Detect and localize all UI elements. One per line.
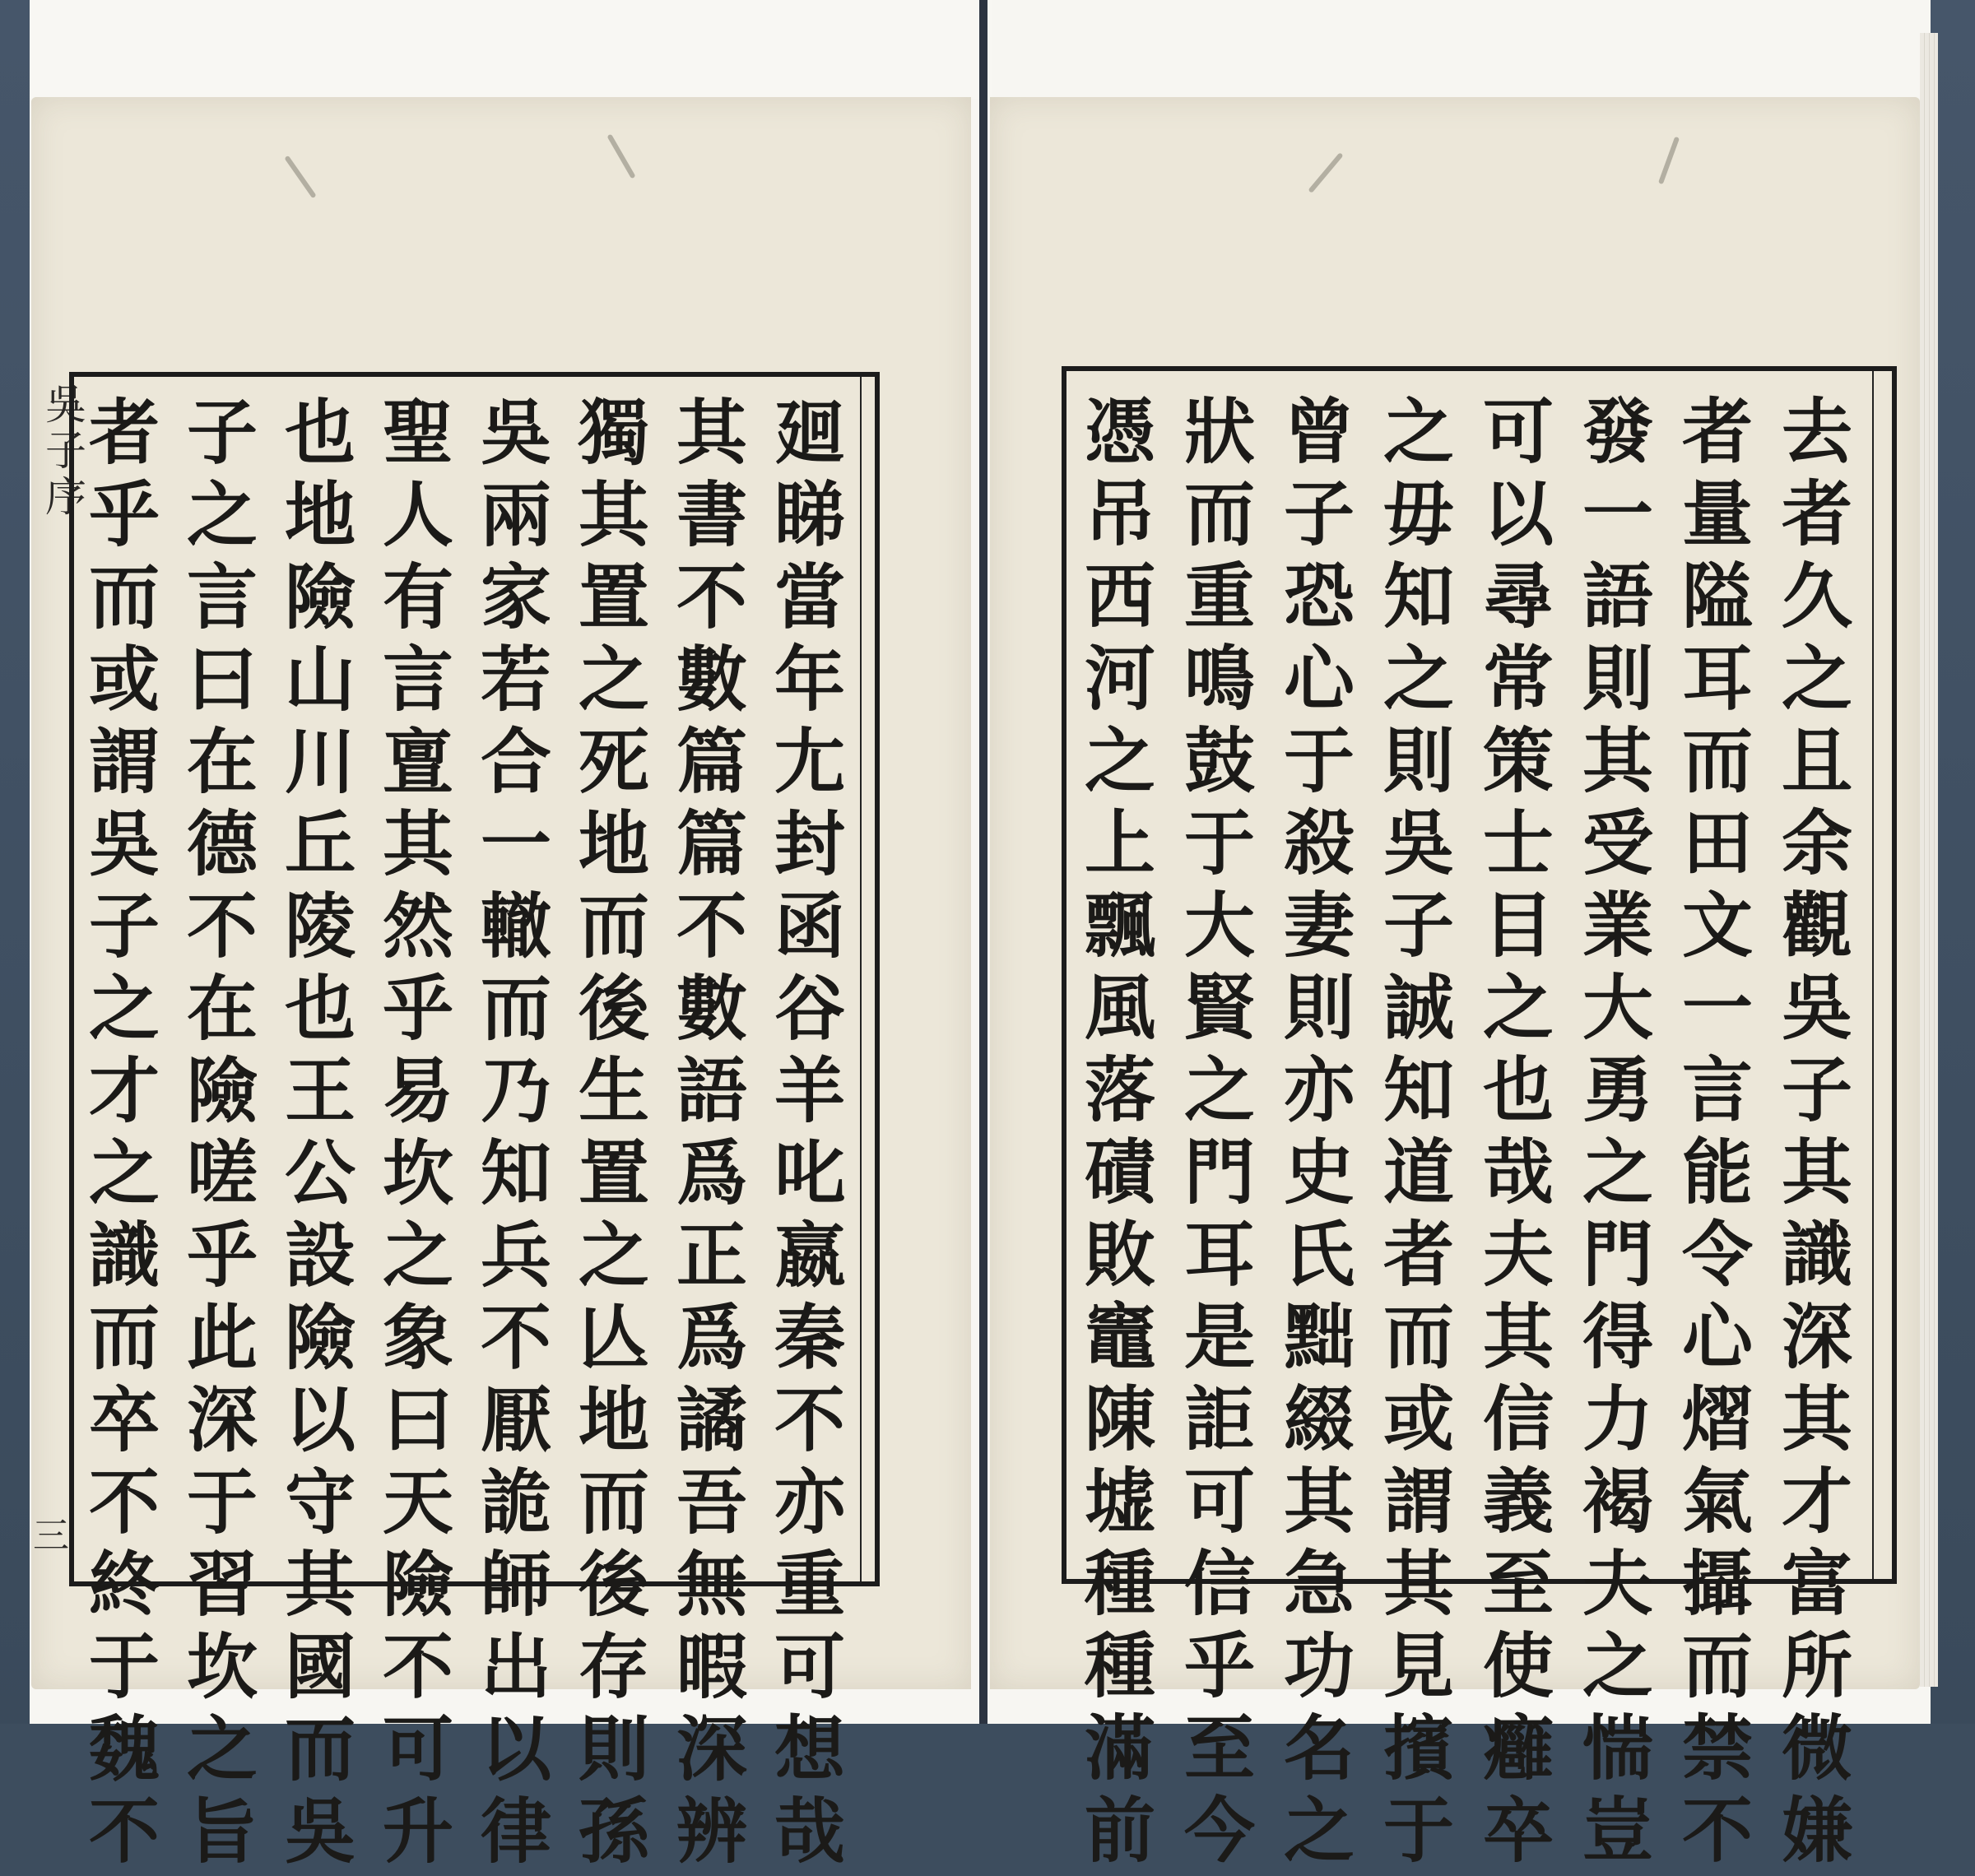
book-spine: [979, 0, 988, 1724]
text-column: 之毋知之則吳子誠知道者而或謂其見擯于: [1371, 394, 1454, 1875]
text-column: 者量隘耳而田文一言能令心熠氣攝而禁不: [1670, 394, 1753, 1875]
text-column: 吳兩家若合一轍而乃知兵不厭詭師出以律: [468, 395, 551, 1876]
page-edges: [1920, 33, 1938, 1687]
page-number: 三: [33, 1515, 69, 1557]
text-column: 狀而重鳴鼓于大賢之門耳是詎可信乎至今: [1172, 394, 1255, 1875]
text-column: 可以尋常策士目之也哉夫其信義至使癰卒: [1471, 394, 1554, 1875]
right-text-frame: [1062, 366, 1897, 1875]
left-text-frame: [69, 372, 880, 1876]
text-column: 者乎而或謂吳子之才之識而卒不終于魏不: [77, 395, 160, 1876]
text-column: 廻睇當年尢封函谷羊叱嬴秦不亦重可想哉: [762, 395, 845, 1876]
frame-rule: [860, 377, 862, 1581]
text-column: 也地險山川丘陵也王公設險以守其國而吳: [272, 395, 356, 1876]
text-column: 其書不數篇篇不數語爲正爲譎吾無暇深辨: [664, 395, 747, 1876]
text-column: 憑吊西河之上飄風落磧敗竈陳墟種種滿前: [1072, 394, 1155, 1875]
text-column: 獨其置之死地而後生置之亾地而後存則孫: [566, 395, 649, 1876]
text-column: 聖人有言亶其然乎易坎之象曰天險不可升: [370, 395, 453, 1876]
mounting-flap: [30, 0, 992, 99]
text-column: 曾子恐心于殺妻則亦史氏黜綴其急功名之: [1271, 394, 1355, 1875]
frame-rule: [1872, 371, 1874, 1579]
margin-title: 吳子序: [39, 383, 86, 521]
text-column: 去者久之且余觀吳子其識深其才富所微嫌: [1769, 394, 1852, 1875]
text-column: 發一語則其受業大勇之門得力褐夫之惴豈: [1570, 394, 1653, 1875]
text-column: 子之言曰在德不在險嗟乎此深于習坎之旨: [174, 395, 258, 1876]
